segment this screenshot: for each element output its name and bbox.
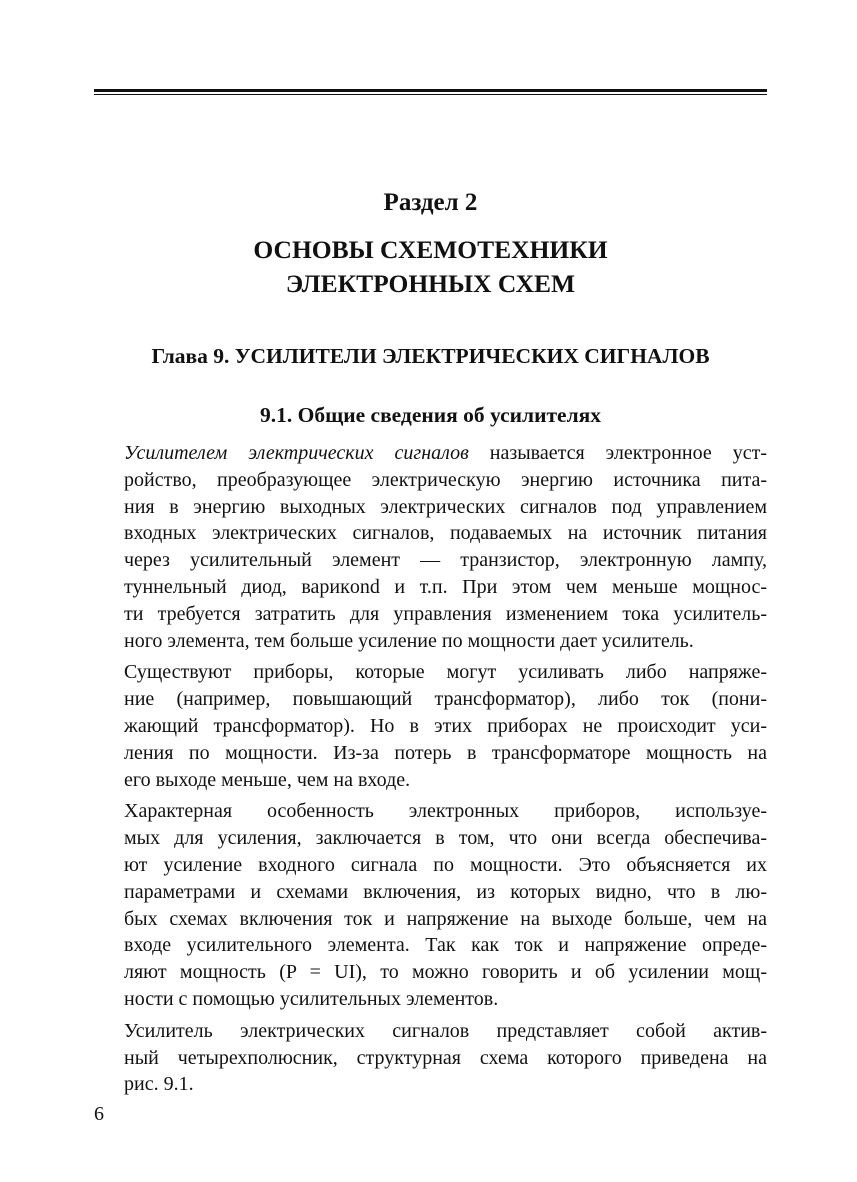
header-rule-thick (94, 89, 767, 92)
page-number: 6 (94, 1103, 104, 1125)
text-line: ние (например, повышающий трансформатор), либо ток (пони- (124, 688, 767, 711)
paragraph-1 (94, 440, 767, 654)
text-line: ного элемента, тем больше усиление по мощности дает усилитель. (124, 629, 694, 652)
text-line: ный четырехполюсник, структурная схема которого приведена на (124, 1046, 767, 1069)
section-label: Раздел 2 (383, 189, 478, 216)
paragraph-4 (94, 1018, 767, 1098)
subsection-title: 9.1. Общие сведения об усилителях (259, 403, 602, 427)
text-line: мых для усиления, заключается в том, что они всегда обеспечива- (124, 827, 767, 850)
text-line: ти требуется затратить для управления изменением тока усилитель- (124, 602, 767, 625)
text-line: рис. 9.1. (124, 1073, 194, 1096)
text-line: ройство, преобразующее электрическую энергию источника пита- (124, 468, 767, 491)
chapter-title: Глава 9. УСИЛИТЕЛИ ЭЛЕКТРИЧЕСКИХ СИГНАЛОВ (151, 344, 710, 368)
paragraph-2 (94, 659, 767, 793)
text-line: Усилителем электрических сигналов называется электронное уст- (124, 442, 767, 464)
text-line: Характерная особенность электронных приборов, используе- (124, 800, 767, 823)
text-line: ляют мощность (P = UI), то можно говорить и об усилении мощ- (124, 961, 767, 984)
text-line: параметрами и схемами включения, из которых видно, что в лю- (124, 880, 767, 903)
section-title-line-2: ЭЛЕКТРОННЫХ СХЕМ (285, 269, 576, 298)
text-line: туннельный диод, варикond и т.п. При этом чем меньше мощнос- (124, 575, 767, 598)
paragraph-3 (94, 798, 767, 1012)
text-line: через усилительный элемент — транзистор, электронную лампу, (124, 549, 767, 572)
body-text (94, 440, 767, 1103)
text-line: входе усилительного элемента. Так как ток и напряжение опреде- (124, 934, 767, 957)
text-line: жающий трансформатор). Но в этих приборах не происходит уси- (124, 714, 767, 737)
text-line: ния в энергию выходных электрических сигналов под управлением (124, 495, 767, 518)
header-rule-thin (94, 94, 767, 95)
text-line: бых схемах включения ток и напряжение на выходе больше, чем на (124, 907, 767, 930)
text-line: ности с помощью усилительных элементов. (124, 987, 499, 1010)
text-line: Существуют приборы, которые могут усиливать либо напряже- (124, 661, 767, 684)
text-line: его выходе меньше, чем на входе. (124, 768, 411, 791)
text-line: ления по мощности. Из-за потерь в трансформаторе мощность на (124, 741, 767, 764)
section-title (94, 233, 767, 301)
text-line: Усилитель электрических сигналов представляет собой актив- (124, 1019, 767, 1042)
text-line: ют усиление входного сигнала по мощности. Это объясняется их (124, 853, 767, 876)
section-title-line-1: ОСНОВЫ СХЕМОТЕХНИКИ (253, 235, 608, 264)
text-line: входных электрических сигналов, подаваемых на источник питания (124, 522, 767, 545)
defined-term: Усилителем электрических сигналов (124, 442, 469, 464)
